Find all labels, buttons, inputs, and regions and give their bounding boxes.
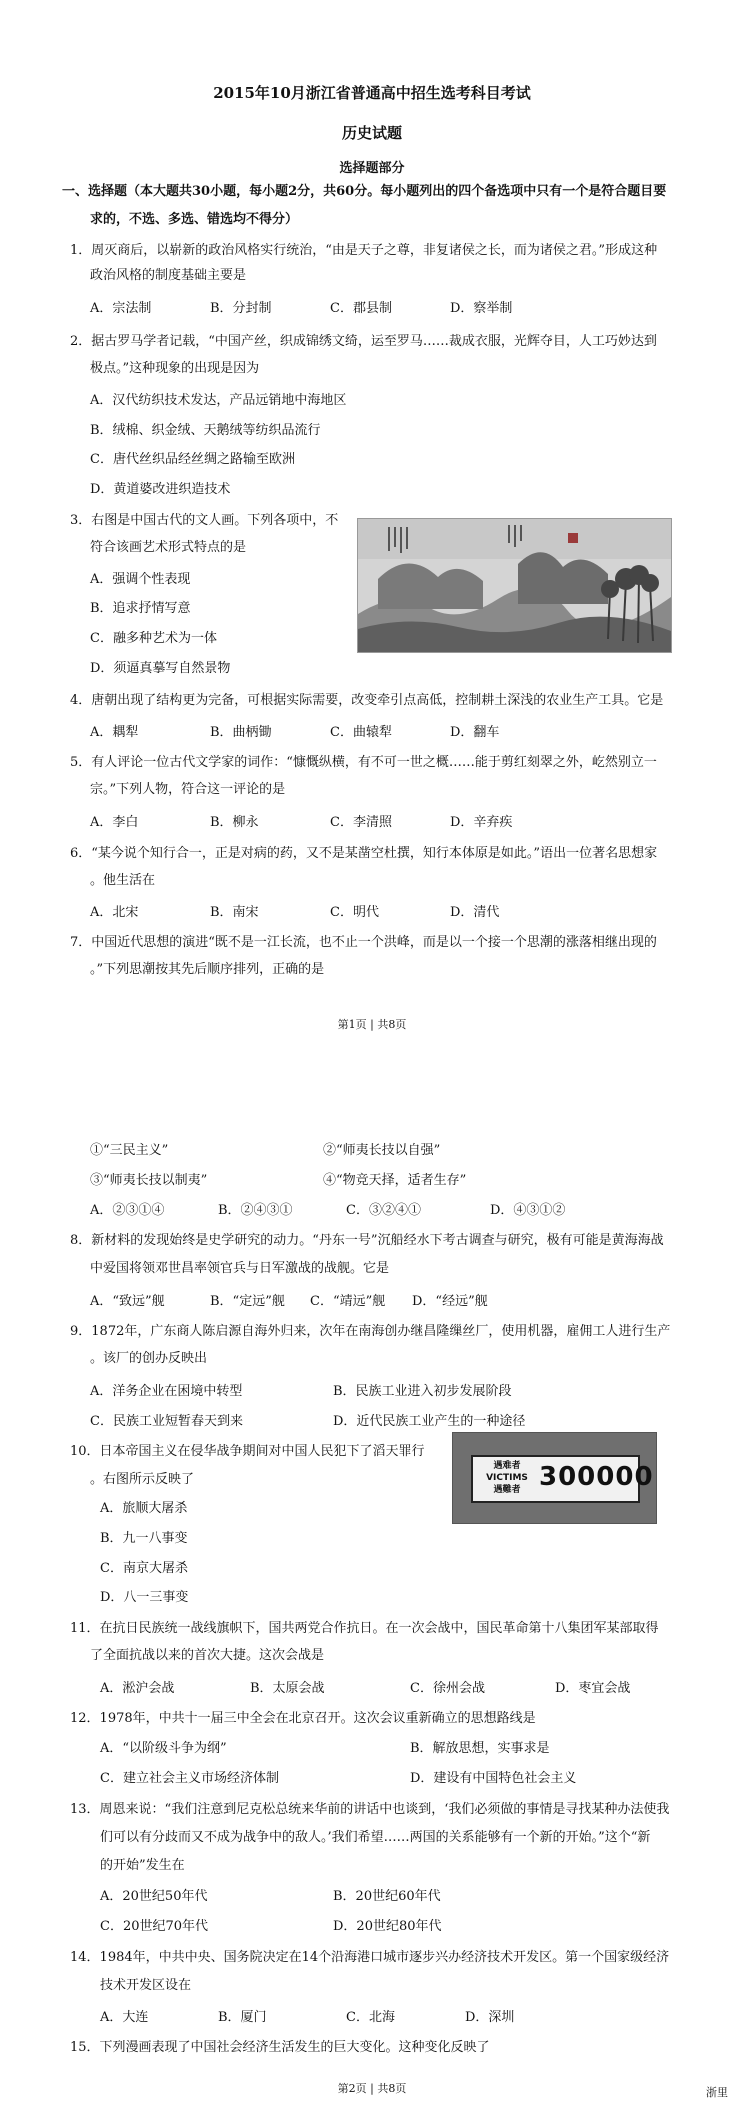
- question-11: 11．在抗日民族统一战线旗帜下，国共两党合作抗日。在一次会战中，国民革命第十八集团军某部取得: [70, 1621, 659, 1636]
- q11-option-c: C．徐州会战: [410, 1681, 485, 1696]
- question-5-cont: 宗。”下列人物，符合这一评论的是: [90, 782, 286, 797]
- q14-option-a: A．大连: [100, 2010, 149, 2025]
- q13-option-b: B．20世纪60年代: [333, 1889, 441, 1904]
- q9-option-d: D．近代民族工业产生的一种途径: [333, 1414, 526, 1429]
- question-13-cont-2: 的开始”发生在: [100, 1858, 185, 1873]
- q12-option-d: D．建设有中国特色社会主义: [410, 1771, 577, 1786]
- plaque-label-mid: VICTIMS: [486, 1473, 528, 1483]
- q1-option-d: D．察举制: [450, 301, 513, 316]
- question-4: 4．唐朝出现了结构更为完备，可根据实际需要，改变牵引点高低，控制耕土深浅的农业生产工具。它是: [70, 693, 664, 708]
- question-3: 3．右图是中国古代的文人画。下列各项中，不: [70, 513, 339, 528]
- q10-option-c: C．南京大屠杀: [100, 1561, 188, 1576]
- painting-illustration: [358, 519, 671, 652]
- q3-option-b: B．追求抒情写意: [90, 601, 191, 616]
- q4-option-c: C．曲辕犁: [330, 725, 392, 740]
- q7-item-2: ②“师夷长技以自强”: [323, 1143, 441, 1158]
- q7-option-a: A．②③①④: [90, 1203, 165, 1218]
- q3-option-c: C．融多种艺术为一体: [90, 631, 217, 646]
- q9-option-a: A．洋务企业在困境中转型: [90, 1384, 243, 1399]
- q1-option-c: C．郡县制: [330, 301, 392, 316]
- victims-plaque-photo: [452, 1432, 657, 1524]
- q3-option-d: D．须逼真摹写自然景物: [90, 661, 231, 676]
- q4-option-b: B．曲柄锄: [210, 725, 272, 740]
- q4-option-d: D．翻车: [450, 725, 500, 740]
- q8-option-d: D．“经远”舰: [412, 1294, 488, 1309]
- question-7-cont: 。”下列思潮按其先后顺序排列，正确的是: [90, 962, 325, 977]
- q7-option-c: C．③②④①: [346, 1203, 421, 1218]
- q7-item-1: ①“三民主义”: [90, 1143, 169, 1158]
- q6-option-c: C．明代: [330, 905, 379, 920]
- q11-option-b: B．太原会战: [250, 1681, 325, 1696]
- part-label: 选择题部分: [339, 161, 405, 176]
- page-footer-1: 第1页 | 共8页: [337, 1018, 407, 1031]
- question-6: 6．“某今说个知行合一，正是对病的药，又不是某凿空杜撰，知行本体原是如此。”语出一位著名思想家: [70, 846, 658, 861]
- question-2: 2．据古罗马学者记载，“中国产丝，织成锦绣文绮，运至罗马……裁成衣服，光辉夺目，人工巧妙达到: [70, 334, 657, 349]
- q13-option-d: D．20世纪80年代: [333, 1919, 442, 1934]
- q14-option-b: B．厦门: [218, 2010, 267, 2025]
- question-10: 10．日本帝国主义在侵华战争期间对中国人民犯下了滔天罪行: [70, 1444, 425, 1459]
- question-7: 7．中国近代思想的演进“既不是一江长流，也不止一个洪峰，而是以一个接一个思潮的涨落相继出现的: [70, 935, 657, 950]
- question-9: 9．1872年，广东商人陈启源自海外归来，次年在南海创办继昌隆缫丝厂，使用机器，雇佣工人进行生产: [70, 1324, 671, 1339]
- question-8-cont: 中爱国将领邓世昌率领官兵与日军激战的战舰。它是: [90, 1261, 390, 1276]
- q5-option-d: D．辛弃疾: [450, 815, 513, 830]
- q14-option-d: D．深圳: [465, 2010, 515, 2025]
- q9-option-c: C．民族工业短暂春天到来: [90, 1414, 243, 1429]
- question-10-cont: 。右图所示反映了: [90, 1472, 195, 1487]
- q7-option-d: D．④③①②: [490, 1203, 566, 1218]
- q2-option-a: A．汉代纺织技术发达，产品远销地中海地区: [90, 393, 347, 408]
- question-13: 13．周恩来说：“我们注意到尼克松总统来华前的讲话中也谈到，‘我们必须做的事情是寻找某种办法使我: [70, 1802, 670, 1817]
- q10-option-a: A．旅顺大屠杀: [100, 1501, 188, 1516]
- q2-option-d: D．黄道婆改进织造技术: [90, 482, 231, 497]
- q5-option-a: A．李白: [90, 815, 139, 830]
- question-8: 8．新材料的发现始终是史学研究的动力。“丹东一号”沉船经水下考古调查与研究，极有可能是黄海海战: [70, 1233, 664, 1248]
- plaque-sign: [471, 1455, 654, 1503]
- section-heading-cont: 求的，不选、多选、错选均不得分）: [90, 212, 299, 227]
- q7-item-4: ④“物竞天择，适者生存”: [323, 1173, 467, 1188]
- plaque-number: 300000: [539, 1462, 654, 1492]
- question-14-cont: 技术开发区设在: [100, 1978, 192, 1993]
- q11-option-d: D．枣宜会战: [555, 1681, 631, 1696]
- q7-option-b: B．②④③①: [218, 1203, 293, 1218]
- question-9-cont: 。该厂的创办反映出: [90, 1351, 208, 1366]
- question-13-cont: 们可以有分歧而又不成为战争中的敌人。’我们希望……两国的关系能够有一个新的开始。”这个“新: [100, 1830, 651, 1845]
- q11-option-a: A．淞沪会战: [100, 1681, 175, 1696]
- q4-option-a: A．耦犁: [90, 725, 139, 740]
- q8-option-b: B．“定远”舰: [210, 1294, 285, 1309]
- q3-option-a: A．强调个性表现: [90, 572, 191, 587]
- q14-option-c: C．北海: [346, 2010, 395, 2025]
- plaque-label-bottom: 遇難者: [493, 1485, 521, 1495]
- question-3-cont: 符合该画艺术形式特点的是: [90, 540, 247, 555]
- q9-option-b: B．民族工业进入初步发展阶段: [333, 1384, 512, 1399]
- q6-option-d: D．清代: [450, 905, 500, 920]
- q13-option-c: C．20世纪70年代: [100, 1919, 209, 1934]
- q1-option-b: B．分封制: [210, 301, 272, 316]
- literati-painting: [357, 518, 672, 653]
- question-12: 12．1978年，中共十一届三中全会在北京召开。这次会议重新确立的思想路线是: [70, 1711, 536, 1726]
- q12-option-c: C．建立社会主义市场经济体制: [100, 1771, 279, 1786]
- q7-item-3: ③“师夷长技以制夷”: [90, 1173, 208, 1188]
- q5-option-c: C．李清照: [330, 815, 392, 830]
- q2-option-c: C．唐代丝织品经丝绸之路输至欧洲: [90, 452, 295, 467]
- page-footer-2: 第2页 | 共8页: [337, 2082, 407, 2095]
- q12-option-b: B．解放思想，实事求是: [410, 1741, 550, 1756]
- plaque-label-top: 遇难者: [493, 1461, 521, 1471]
- question-15: 15．下列漫画表现了中国社会经济生活发生的巨大变化。这种变化反映了: [70, 2040, 490, 2055]
- question-5: 5．有人评论一位古代文学家的词作：“慷慨纵横，有不可一世之概……能于剪红刻翠之外，屹然别立一: [70, 755, 657, 770]
- question-1: 1．周灭商后，以崭新的政治风格实行统治，“由是天子之尊，非复诸侯之长，而为诸侯之君。”形成这种: [70, 243, 658, 258]
- q12-option-a: A．“以阶级斗争为纲”: [100, 1741, 227, 1756]
- q2-option-b: B．绒棉、织金绒、天鹅绒等纺织品流行: [90, 423, 321, 438]
- question-1-cont: 政治风格的制度基础主要是: [90, 268, 247, 283]
- q10-option-d: D．八一三事变: [100, 1590, 189, 1605]
- question-6-cont: 。他生活在: [90, 873, 156, 888]
- q6-option-b: B．南宋: [210, 905, 259, 920]
- exam-title: 2015年10月浙江省普通高中招生选考科目考试: [213, 84, 531, 102]
- q6-option-a: A．北宋: [90, 905, 139, 920]
- q8-option-a: A．“致远”舰: [90, 1294, 165, 1309]
- question-11-cont: 了全面抗战以来的首次大捷。这次会战是: [90, 1648, 325, 1663]
- q13-option-a: A．20世纪50年代: [100, 1889, 208, 1904]
- question-14: 14．1984年，中共中央、国务院决定在14个沿海港口城市逐步兴办经济技术开发区。第一个国家级经济: [70, 1950, 670, 1965]
- section-heading: 一、选择题（本大题共30小题，每小题2分，共60分。每小题列出的四个备选项中只有一个是符合题目要: [62, 184, 667, 199]
- q8-option-c: C．“靖远”舰: [310, 1294, 386, 1309]
- corner-watermark: 浙里: [706, 2086, 728, 2099]
- q5-option-b: B．柳永: [210, 815, 259, 830]
- q1-option-a: A．宗法制: [90, 301, 152, 316]
- question-2-cont: 极点。”这种现象的出现是因为: [90, 361, 260, 376]
- subject-title: 历史试题: [341, 124, 402, 142]
- plaque-labels: [479, 1460, 535, 1496]
- q10-option-b: B．九一八事变: [100, 1531, 188, 1546]
